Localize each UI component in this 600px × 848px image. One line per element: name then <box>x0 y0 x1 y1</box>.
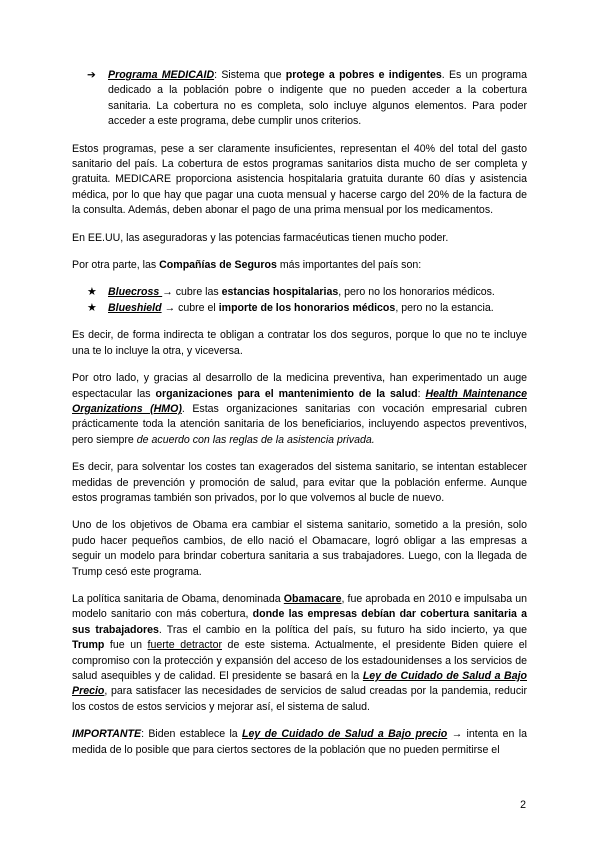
paragraph-hmo: Por otro lado, y gracias al desarrollo de la medicina preventiva, han experimentado un auge espectacular las organizaciones para el mantenimiento de la salud: Health Maintenance Organizations (HMO). Estas organizaciones sanitarias con vocación empresarial cubren prácticamente toda la atención sanitaria de los beneficiarios, incluyendo aspectos preventivos, pero siempre de acuerdo con las reglas de la asistencia privada. <box>72 372 528 446</box>
list-item-bluecross: ★ Bluecross → cubre las estancias hospitalarias, pero no los honorarios médicos. <box>72 285 527 300</box>
insurer-name: Blueshield <box>108 301 162 314</box>
insurers-list <box>72 285 527 316</box>
insurer-name: Bluecross <box>108 286 163 299</box>
paragraph-obama-objetivos: Uno de los objetivos de Obama era cambiar el sistema sanitario, sometido a la presión, solo pudo hacer pequeños cambios, de ello nació el Obamacare, logró obligar a las empresas a seguir un modelo para brindar cobertura sanitaria a sus trabajadores. Luego, con la llegada de Trump cesó este programa. <box>72 519 527 578</box>
paragraph-estos-programas: Estos programas, pese a ser claramente insuficientes, representan el 40% del total del gasto sanitario del país. La cobertura de estos programas sanitarios dista mucho de ser completa y gratuita. MEDICARE proporciona asistencia hospitalaria gratuita durante 60 días y asistencia médica, por lo que hay que pagar una cuota mensual y hacerse cargo del 20% de la factura de la consulta. Además, deben abonar el pago de una prima mensual por los medicamentos. <box>72 142 527 217</box>
paragraph-es-decir-costes: Es decir, para solventar los costes tan exagerados del sistema sanitario, se intentan establecer medidas de prevención y promoción de salud, para evitar que la población enferme. Aunque estos programas también son privados, por lo que volvemos al bucle de nuevo. <box>72 461 527 504</box>
ley-term: Ley de Cuidado de Salud a Bajo Precio <box>72 670 528 698</box>
importante-label: IMPORTANTE <box>72 728 142 741</box>
medicaid-title: Programa MEDICAID <box>108 69 215 81</box>
paragraph-importante: IMPORTANTE: Biden establece la Ley de Cuidado de Salud a Bajo precio → intenta en la medida de lo posible que para ciertos sectores de la población que no pueden permitirse el <box>72 728 528 756</box>
page-number: 2 <box>520 799 526 811</box>
page-content <box>72 68 527 770</box>
paragraph-companias: Por otra parte, las Compañías de Seguros más importantes del país son: <box>72 259 422 272</box>
list-item-blueshield: ★ Blueshield → cubre el importe de los honorarios médicos, pero no la estancia. <box>72 301 527 316</box>
medicaid-bullet: ➔ Programa MEDICAID: Sistema que protege a pobres e indigentes. Es un programa dedicado a la población pobre o indigente que no pueden acceder a la cobertura sanitaria. La cobertura no es completa, solo incluye algunos elementos. Para poder acceder a este programa, debe cumplir unos criterios. <box>87 69 528 128</box>
paragraph-eeuu: En EE.UU, las aseguradoras y las potencias farmacéuticas tienen mucho poder. <box>72 231 449 244</box>
paragraph-obamacare: La política sanitaria de Obama, denominada Obamacare, fue aprobada en 2010 e impulsaba un modelo sanitario con más cobertura, donde las empresas debían dar cobertura sanitaria a sus trabajadores. Tras el cambio en la política del país, su futuro ha sido incierto, ya que Trump fue un fuerte detractor de este sistema. Actualmente, el presidente Biden quiere el compromiso con la protección y expansión del acceso de los estadounidenses a los servicios de salud asequibles y de calidad. El presidente se basará en la Ley de Cuidado de Salud a Bajo Precio, para satisfacer las necesidades de servicios de salud creadas por la pandemia, reducir los costos de estos servicios y mejorar así, el sistema de salud. <box>72 592 528 713</box>
star-bullet-icon: ★ <box>87 301 97 314</box>
hmo-term: Health Maintenance Organizations (HMO) <box>72 387 528 415</box>
obamacare-term: Obamacare <box>283 592 342 605</box>
ley-term: Ley de Cuidado de Salud a Bajo precio <box>242 728 448 741</box>
star-bullet-icon: ★ <box>87 286 97 299</box>
arrow-bullet-icon: ➔ <box>87 69 96 81</box>
medicaid-highlight: protege a pobres e indigentes <box>285 69 442 81</box>
paragraph-es-decir-seguros: Es decir, de forma indirecta te obligan a contratar los dos seguros, porque lo que no te incluye una te lo incluye la otra, y viceversa. <box>72 329 527 357</box>
